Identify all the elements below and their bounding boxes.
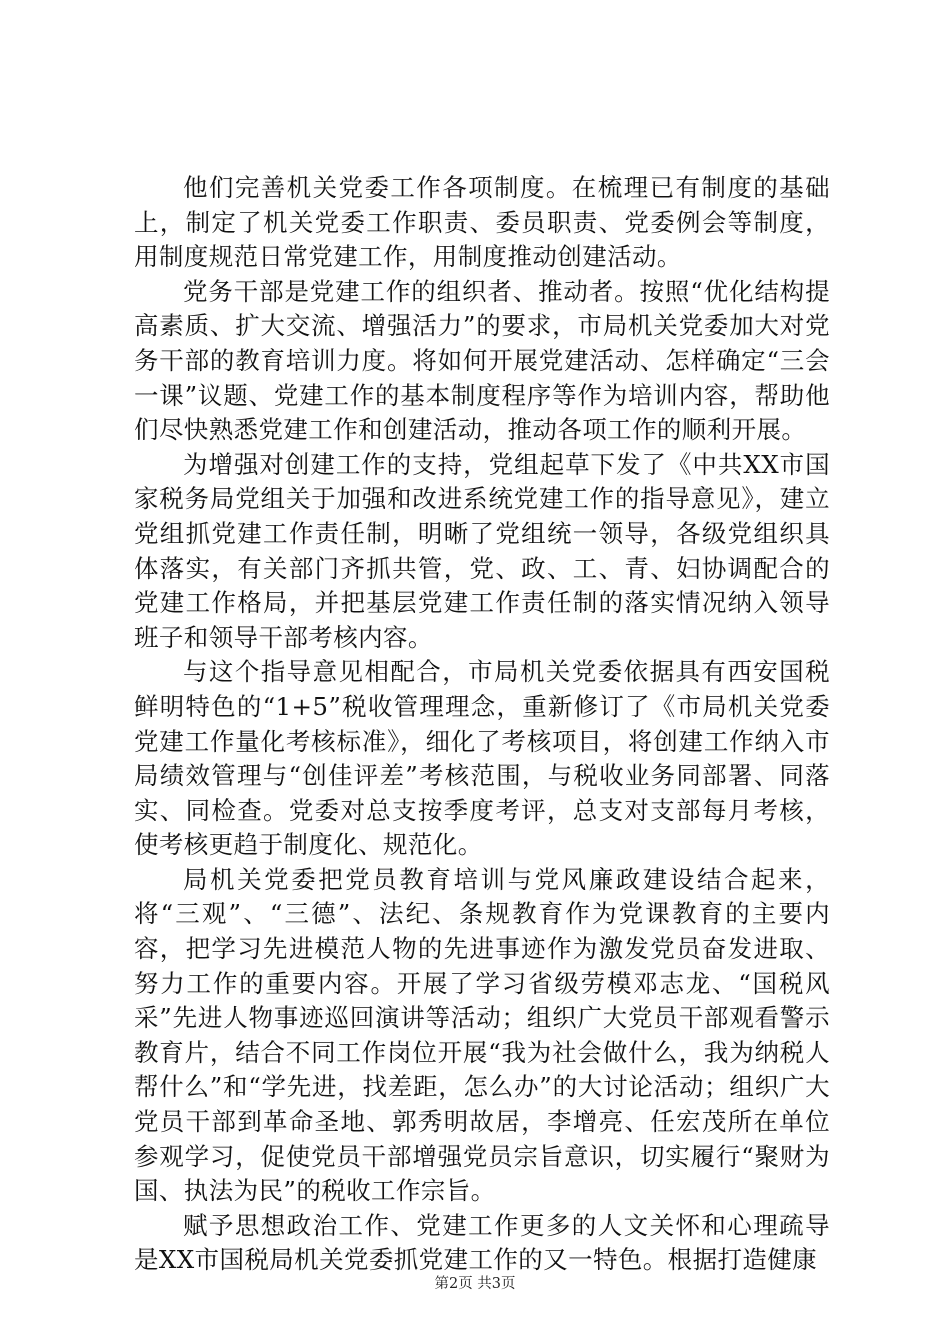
paragraph: 他们完善机关党委工作各项制度。在梳理已有制度的基础上，制定了机关党委工作职责、委员职责、党委例会等制度，用制度规范日常党建工作，用制度推动创建活动。	[134, 173, 830, 272]
paragraph: 赋予思想政治工作、党建工作更多的人文关怀和心理疏导是XX市国税局机关党委抓党建工作的又一特色。根据打造健康	[134, 1210, 830, 1275]
paragraph: 党务干部是党建工作的组织者、推动者。按照“优化结构提高素质、扩大交流、增强活力”的要求，市局机关党委加大对党务干部的教育培训力度。将如何开展党建活动、怎样确定“三会一课”议题、党建工作的基本制度程序等作为培训内容，帮助他们尽快熟悉党建工作和创建活动，推动各项工作的顺利开展。	[134, 276, 830, 445]
paragraph: 局机关党委把党员教育培训与党风廉政建设结合起来，将“三观”、“三德”、法纪、条规教育作为党课教育的主要内容，把学习先进模范人物的先进事迹作为激发党员奋发进取、努力工作的重要内容。开展了学习省级劳模邓志龙、“国税风采”先进人物事迹巡回演讲等活动；组织广大党员干部观看警示教育片，结合不同工作岗位开展“我为社会做什么，我为纳税人帮什么”和“学先进，找差距，怎么办”的大讨论活动；组织广大党员干部到革命圣地、郭秀明故居，李增亮、任宏茂所在单位参观学习，促使党员干部增强党员宗旨意识，切实履行“聚财为国、执法为民”的税收工作宗旨。	[134, 864, 830, 1206]
paragraph: 与这个指导意见相配合，市局机关党委依据具有西安国税鲜明特色的“1+5”税收管理理念，重新修订了《市局机关党委党建工作量化考核标准》，细化了考核项目，将创建工作纳入市局绩效管理与“创佳评差”考核范围，与税收业务同部署、同落实、同检查。党委对总支按季度考评，总支对支部每月考核，使考核更趋于制度化、规范化。	[134, 657, 830, 860]
document-body	[134, 171, 830, 1278]
page-footer: 第2页 共3页	[434, 1276, 516, 1292]
paragraph: 为增强对创建工作的支持，党组起草下发了《中共XX市国家税务局党组关于加强和改进系统党建工作的指导意见》，建立党组抓党建工作责任制，明晰了党组统一领导，各级党组织具体落实，有关部门齐抓共管，党、政、工、青、妇协调配合的党建工作格局，并把基层党建工作责任制的落实情况纳入领导班子和领导干部考核内容。	[134, 449, 830, 652]
